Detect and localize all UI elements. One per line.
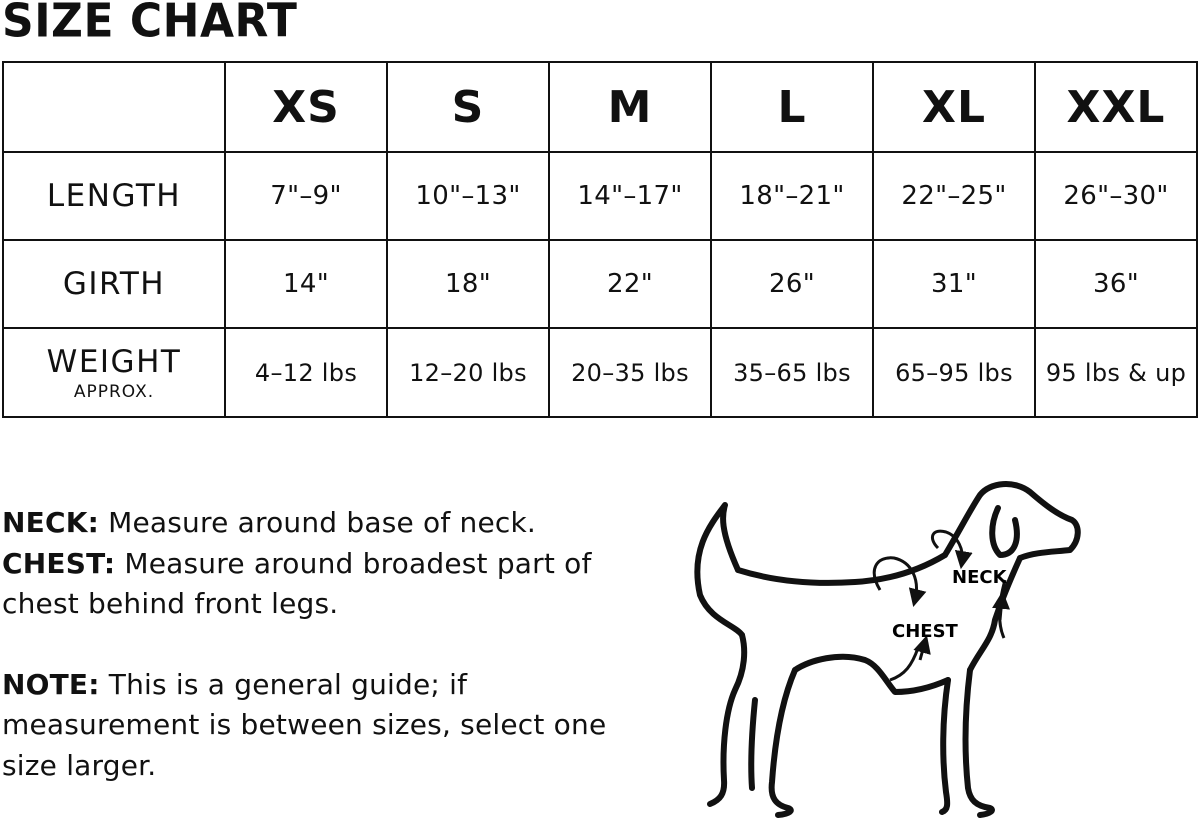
table-cell: 20–35 lbs (549, 328, 711, 417)
table-cell: 22"–25" (873, 152, 1035, 240)
size-header: M (549, 62, 711, 152)
dog-measurement-diagram (680, 470, 1100, 820)
table-cell: 7"–9" (225, 152, 387, 240)
size-header: XL (873, 62, 1035, 152)
table-cell: 65–95 lbs (873, 328, 1035, 417)
table-row-weight (3, 328, 1197, 417)
neck-note (2, 503, 642, 544)
dog-outline-icon (697, 484, 1077, 815)
table-cell: 14" (225, 240, 387, 328)
table-cell: 18" (387, 240, 549, 328)
table-cell: 31" (873, 240, 1035, 328)
table-cell: 12–20 lbs (387, 328, 549, 417)
page-title: SIZE CHART (2, 0, 298, 49)
chest-diagram-label: CHEST (892, 621, 958, 642)
chest-note-label: CHEST: (2, 546, 116, 580)
table-cell: 14"–17" (549, 152, 711, 240)
size-header: XS (225, 62, 387, 152)
general-note-text: This is a general guide; if measurement is between sizes, select one size larger. (2, 667, 607, 782)
table-row-length (3, 152, 1197, 240)
row-label (3, 328, 225, 417)
neck-note-label: NECK: (2, 506, 100, 539)
row-label: GIRTH (3, 240, 225, 328)
table-cell: 35–65 lbs (711, 328, 873, 417)
row-label: LENGTH (3, 152, 225, 240)
measurement-notes (2, 503, 642, 786)
general-note-label: NOTE: (2, 667, 100, 701)
size-header: S (387, 62, 549, 152)
size-header: L (711, 62, 873, 152)
size-table (2, 61, 1198, 418)
table-cell: 22" (549, 240, 711, 328)
corner-cell (3, 62, 225, 152)
table-cell: 95 lbs & up (1035, 328, 1197, 417)
general-note (2, 665, 642, 787)
chest-note-text: Measure around broadest part of chest behind front legs. (2, 546, 592, 620)
table-cell: 36" (1035, 240, 1197, 328)
table-header-row (3, 62, 1197, 152)
row-sublabel: APPROX. (73, 381, 155, 402)
measure-arrows-icon (874, 531, 1005, 680)
table-cell: 18"–21" (711, 152, 873, 240)
size-header: XXL (1035, 62, 1197, 152)
table-cell: 26"–30" (1035, 152, 1197, 240)
table-cell: 26" (711, 240, 873, 328)
table-row-girth (3, 240, 1197, 328)
row-label-text: WEIGHT (46, 343, 182, 380)
neck-note-text: Measure around base of neck. (99, 506, 536, 539)
chest-note (2, 544, 642, 625)
table-cell: 10"–13" (387, 152, 549, 240)
neck-diagram-label: NECK (952, 567, 1007, 588)
table-cell: 4–12 lbs (225, 328, 387, 417)
